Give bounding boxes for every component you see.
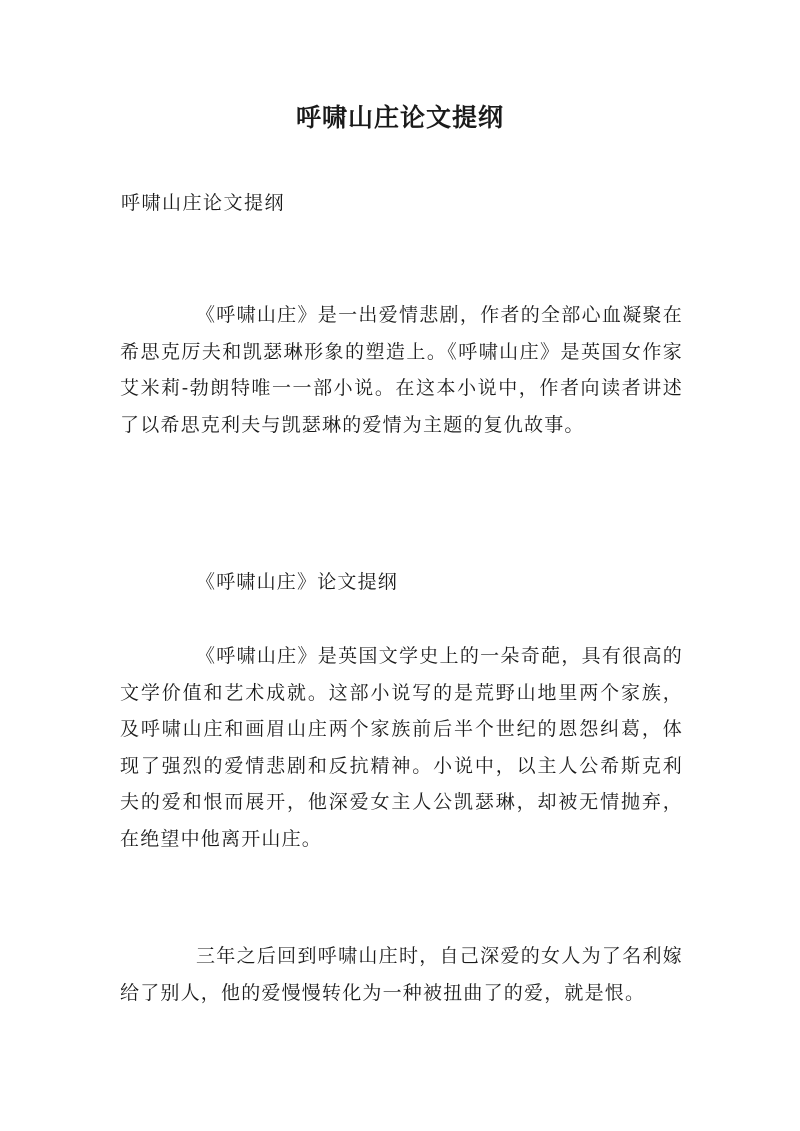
document-title: 呼啸山庄论文提纲 [295, 103, 504, 132]
document-subtitle: 呼啸山庄论文提纲 [121, 192, 286, 214]
paragraph-intro: 《呼啸山庄》是一出爱情悲剧，作者的全部心血凝聚在希思克厉夫和凯瑟琳形象的塑造上。《呼啸山庄》是英国女作家艾米莉-勃朗特唯一一部小说。在这本小说中，作者向读者讲述了以希思克利夫与凯瑟琳的爱情为主题的复仇故事。 [120, 304, 683, 436]
paragraph-continuation: 三年之后回到呼啸山庄时，自己深爱的女人为了名利嫁给了别人，他的爱慢慢转化为一种被扭曲了的爱，就是恨。 [120, 945, 683, 1004]
paragraph-heading: 《呼啸山庄》论文提纲 [196, 571, 399, 593]
paragraph-body: 《呼啸山庄》是英国文学史上的一朵奇葩，具有很高的文学价值和艺术成就。这部小说写的是荒野山地里两个家族，及呼啸山庄和画眉山庄两个家族前后半个世纪的恩怨纠葛，体现了强烈的爱情悲剧和反抗精神。小说中，以主人公希斯克利夫的爱和恨而展开，他深爱女主人公凯瑟琳，却被无情抛弃，在绝望中他离开山庄。 [120, 645, 683, 850]
